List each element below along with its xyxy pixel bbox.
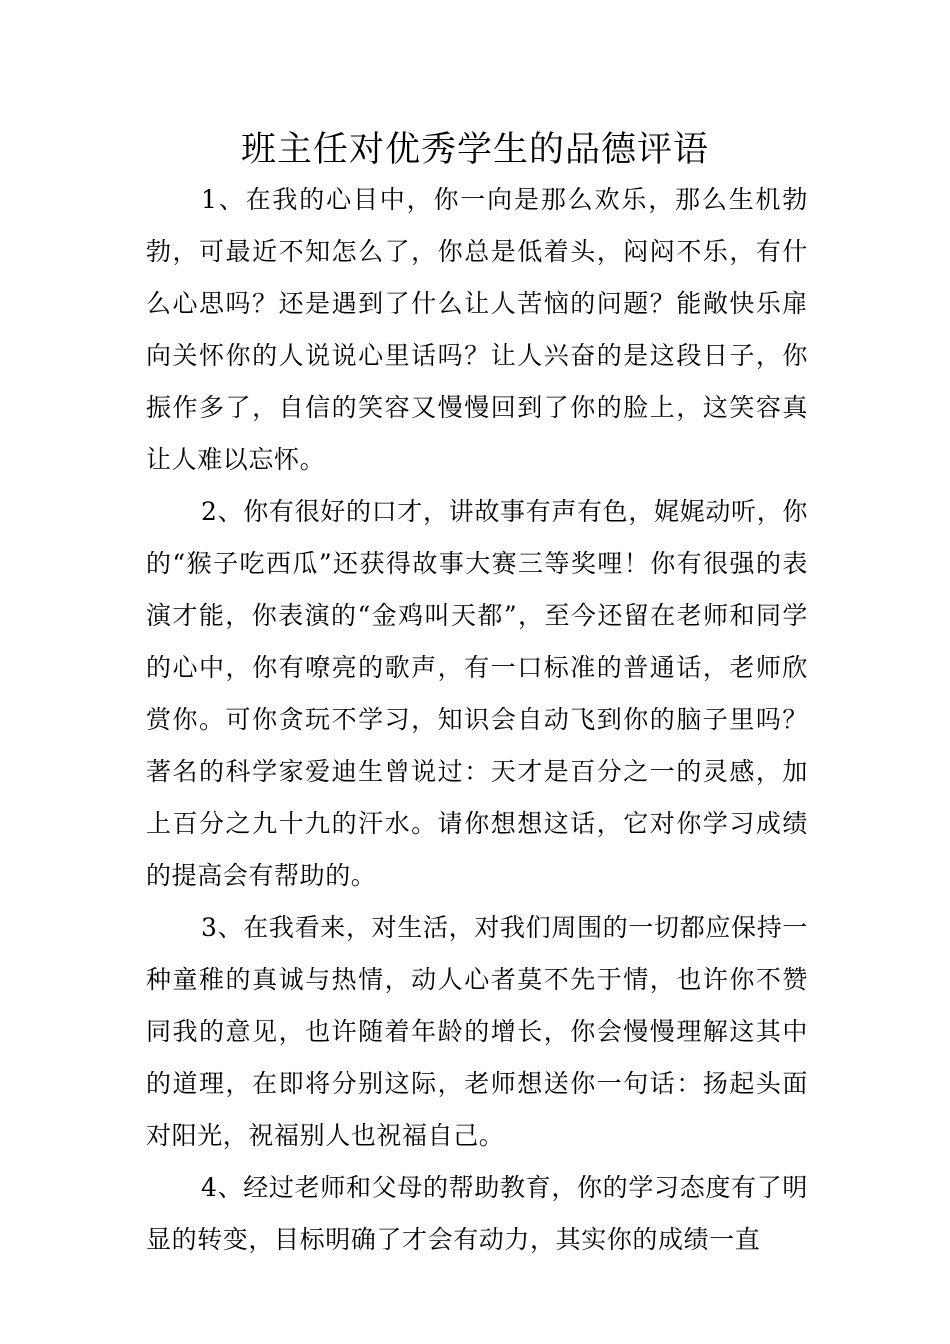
paragraph-3: 3、在我看来，对生活，对我们周围的一切都应保持一种童稚的真诚与热情，动人心者莫不先于情，也许你不赞同我的意见，也许随着年龄的增长，你会慢慢理解这其中的道理，在即将分别这际，老师想送你一句话：扬起头面对阳光，祝福别人也祝福自己。 [146, 913, 808, 1150]
paragraph-2: 2、你有很好的口才，讲故事有声有色，娓娓动听，你的“猴子吃西瓜”还获得故事大赛三等奖哩！你有很强的表演才能，你表演的“金鸡叫天都”，至今还留在老师和同学的心中，你有嘹亮的歌声，有一口标准的普通话，老师欣赏你。可你贪玩不学习，知识会自动飞到你的脑子里吗？著名的科学家爱迪生曾说过：天才是百分之一的灵感，加上百分之九十九的汗水。请你想想这话，它对你学习成绩的提高会有帮助的。 [146, 497, 808, 890]
paragraph-1: 1、在我的心目中，你一向是那么欢乐，那么生机勃勃，可最近不知怎么了，你总是低着头，闷闷不乐，有什么心思吗？还是遇到了什么让人苦恼的问题？能敞快乐扉向关怀你的人说说心里话吗？让人兴奋的是这段日子，你振作多了，自信的笑容又慢慢回到了你的脸上，这笑容真让人难以忘怀。 [146, 185, 808, 474]
document-body [146, 174, 808, 1266]
paragraph-4: 4、经过老师和父母的帮助教育，你的学习态度有了明显的转变，目标明确了才会有动力，其实你的成绩一直 [146, 1173, 808, 1254]
document-title: 班主任对优秀学生的品德评语 [240, 130, 709, 170]
